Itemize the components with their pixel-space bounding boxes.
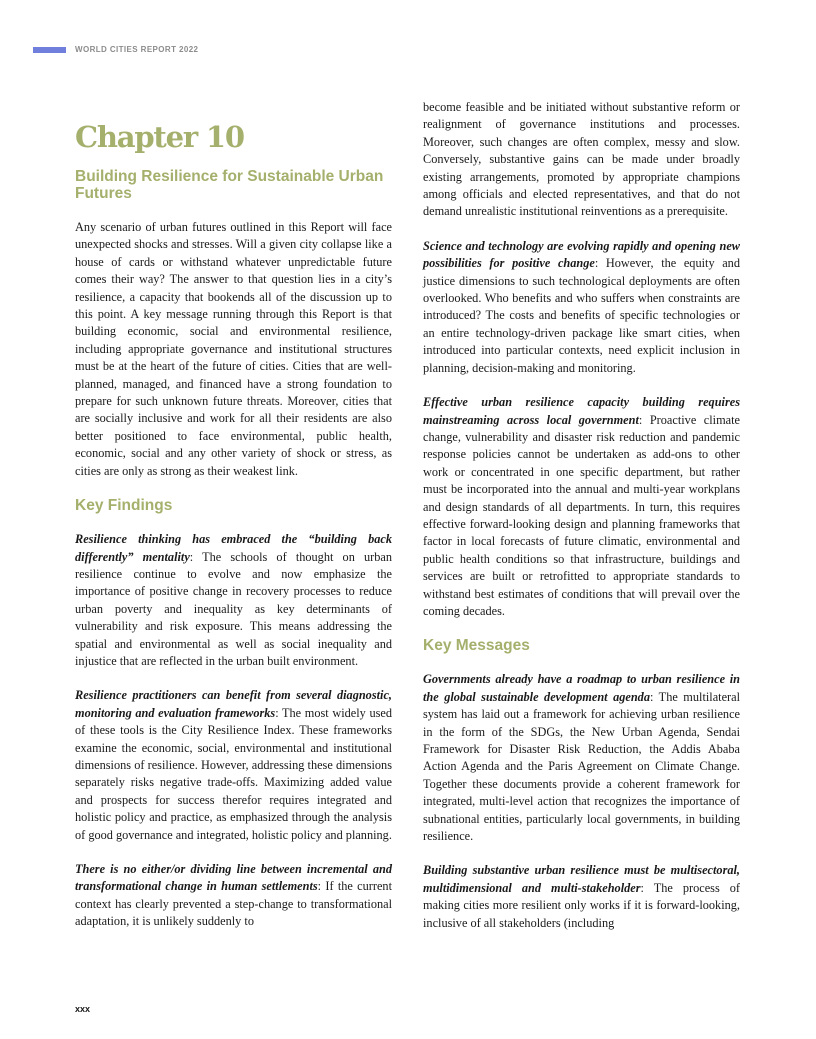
- finding-paragraph: [423, 394, 740, 620]
- key-messages-heading: Key Messages: [423, 637, 530, 655]
- finding-text: : However, the equity and justice dimensions to such technological deployments are often overlooked. Who benefits and who suffers when constraints are introduced? The costs and benefits of specific technologies or an entire technology-driven package like smart cities, when introduced into particular contexts, need explicit inclusion in planning, decision-making and monitoring.: [423, 256, 740, 375]
- key-findings-heading: Key Findings: [75, 497, 173, 515]
- finding-lead: Resilience thinking has embraced the “building back differently” mentality: [75, 532, 392, 564]
- finding-lead: Science and technology are evolving rapidly and opening new possibilities for positive change: [423, 238, 740, 271]
- left-column: [75, 118, 392, 948]
- intro-paragraph: Any scenario of urban futures outlined in this Report will face unexpected shocks and stresses. Will a given city collapse like a house of cards or withstand whatever unpredictable future comes their way? The answer to that question lies in a city’s resilience, a capacity that bookends all of the discussion up to this point. A key message running through this Report is that building economic, social and environmental resilience, including appropriate governance and institutional structures must be at the heart of the future of cities. Cities that are well-planned, managed, and financed have a strong foundation to prepare for such unknown future threats. Moreover, cities that are socially inclusive and work for all their residents are also better positioned to face environmental, public health, economic, social and any other variety of shock or stress, as cities are only as strong as their weakest link.: [75, 220, 392, 478]
- message-text: : The multilateral system has laid out a framework for achieving urban resilience in the form of the SDGs, the New Urban Agenda, Sendai Framework for Disaster Risk Reduction, the Addis Ababa Action Agenda and the Paris Agreement on Climate Change. Together these documents provide a coherent framework for integrated, multi-level action that recognizes the importance of subnational entities, particularly local governments, in building resilience.: [423, 689, 740, 844]
- finding-text: : Proactive climate change, vulnerability and disaster risk reduction and pandemic response policies cannot be undertaken as add-ons to other work or concentrated in one specific department, but rather must be incorporated into the annual and multi-year workplans and design standards of all departments. In turn, this requires effective forward-looking design and planning frameworks that factor in local forecasts of future climatic, environmental and public health conditions so that infrastructure, buildings and services are built or retrofitted to appropriate standards to withstand best estimates of conditions that will prevail over the coming decades.: [423, 412, 740, 618]
- message-lead: Governments already have a roadmap to urban resilience in the global sustainable development agenda: [423, 672, 740, 704]
- chapter-subtitle: Building Resilience for Sustainable Urban Futures: [75, 168, 384, 202]
- finding-text: : If the current context has clearly prevented a step-change to transformational adaptation, it is unlikely suddenly to: [75, 879, 392, 929]
- finding-lead: Effective urban resilience capacity building requires mainstreaming across local government: [423, 395, 740, 427]
- finding-text: : The schools of thought on urban resilience continue to evolve and now emphasize the importance of positive change in recovery processes to reduce urban poverty and inequality as key determinants of vulnerability and risk exposure. This means addressing the spatial and environmental as well as social inequality and injustice that are reflected in the urban built environment.: [75, 549, 392, 668]
- running-header: WORLD CITIES REPORT 2022: [75, 45, 199, 54]
- header-accent-bar: [33, 47, 66, 53]
- finding-paragraph: [423, 238, 740, 377]
- continuation-paragraph: become feasible and be initiated without substantive reform or realignment of governance institutions and processes. Moreover, such changes are often complex, messy and slow. Conversely, substantive gains can be made under broadly existing arrangements, promoted by appropriate champions among officials and elected representatives, and that do not demand unrealistic institutional reinventions as a prerequisite.: [423, 100, 740, 219]
- finding-paragraph: [75, 861, 392, 931]
- page-number: xxx: [75, 1004, 91, 1014]
- message-paragraph: [423, 862, 740, 932]
- right-column: [423, 99, 740, 949]
- message-paragraph: [423, 671, 740, 845]
- finding-lead: Resilience practitioners can benefit from several diagnostic, monitoring and evaluation frameworks: [75, 688, 392, 720]
- finding-paragraph: [75, 531, 392, 670]
- finding-lead: There is no either/or dividing line between incremental and transformational change in human settlements: [75, 862, 392, 894]
- finding-text: : The most widely used of these tools is the City Resilience Index. These frameworks examine the economic, social, environmental and institutional dimensions of resilience. However, addressing these dimensions separately risks negative trade-offs. Maximizing added value and prospects for success therefor requires integrated and holistic policy and practice, as emphasized through the analysis of good governance and integrated, holistic policy and planning.: [75, 705, 392, 842]
- finding-paragraph: [75, 687, 392, 844]
- message-lead: Building substantive urban resilience must be multisectoral, multidimensional and multi-stakeholder: [423, 863, 740, 895]
- chapter-title: Chapter 10: [75, 120, 244, 154]
- message-text: : The process of making cities more resilient only works if it is forward-looking, inclusive of all stakeholders (including: [423, 880, 740, 930]
